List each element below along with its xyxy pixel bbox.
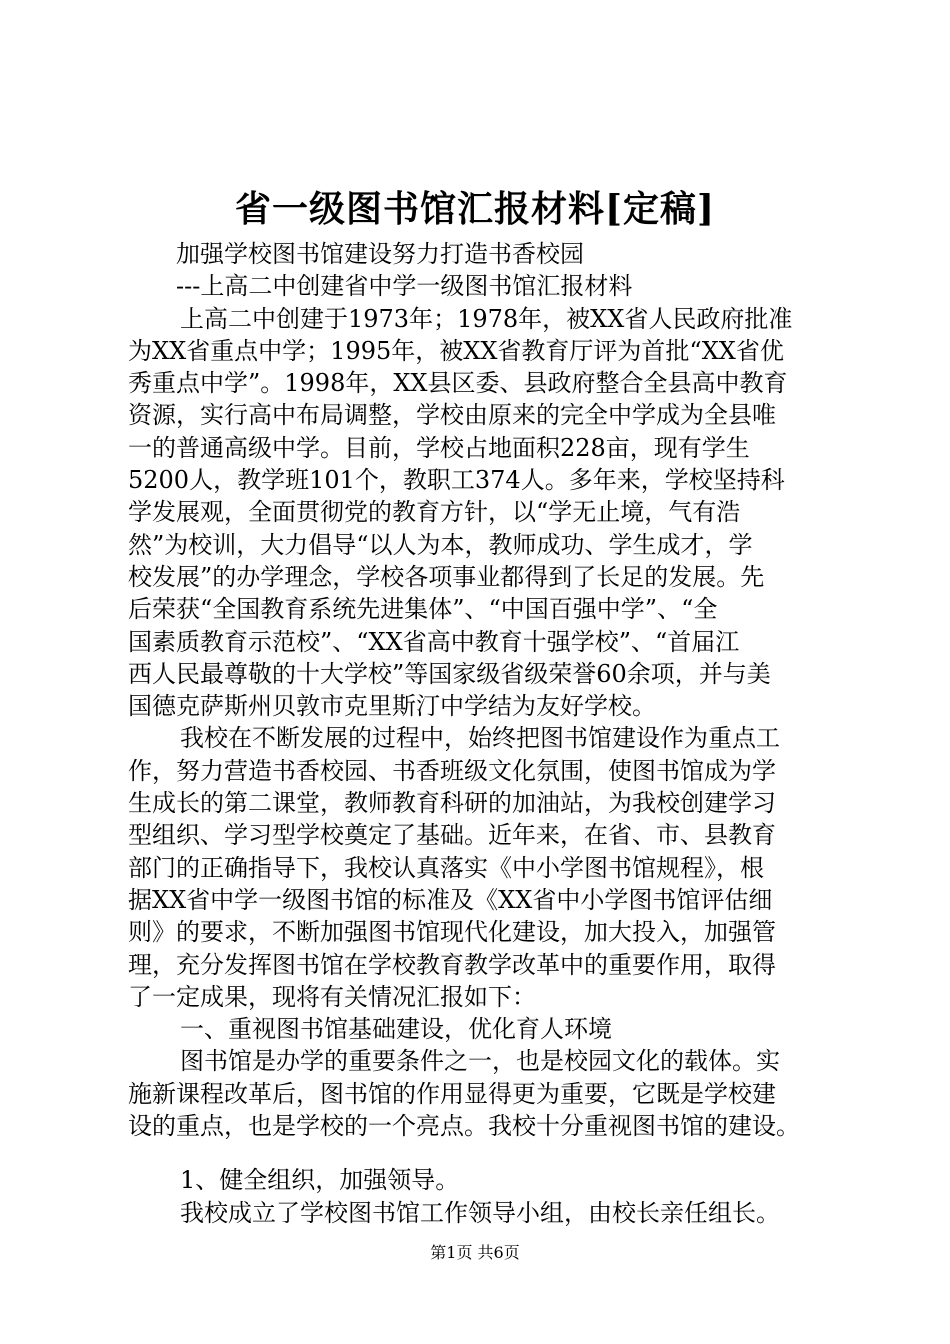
paragraph-line: 国德克萨斯州贝敦市克里斯汀中学结为友好学校。 [128, 692, 656, 721]
paragraph-line: 一的普通高级中学。目前，学校占地面积228亩，现有学生 [128, 433, 750, 462]
paragraph-line: 生成长的第二课堂，教师教育科研的加油站，为我校创建学习 [128, 789, 776, 818]
paragraph-line: 秀重点中学”。1998年，XX县区委、县政府整合全县高中教育 [128, 369, 788, 398]
document-title: 省一级图书馆汇报材料[定稿] [234, 188, 716, 230]
paragraph-line: 据XX省中学一级图书馆的标准及《XX省中小学图书馆评估细 [128, 885, 773, 914]
paragraph-line: 设的重点，也是学校的一个亮点。我校十分重视图书馆的建设。 [128, 1112, 800, 1141]
paragraph-line: 国素质教育示范校”、“XX省高中教育十强学校”、“首届江 [128, 627, 740, 656]
paragraph-line: 则》的要求，不断加强图书馆现代化建设，加大投入，加强管 [128, 918, 776, 947]
subtitle-line: 加强学校图书馆建设努力打造书香校园 [176, 240, 584, 268]
paragraph-line: 校发展”的办学理念，学校各项事业都得到了长足的发展。先 [128, 562, 765, 591]
section-heading: 一、重视图书馆基础建设，优化育人环境 [180, 1015, 612, 1044]
paragraph-line: 部门的正确指导下，我校认真落实《中小学图书馆规程》，根 [128, 853, 764, 882]
paragraph-line: 为XX省重点中学；1995年，被XX省教育厅评为首批“XX省优 [128, 336, 784, 365]
document-body [128, 238, 828, 1229]
paragraph-gap [128, 1142, 828, 1164]
paragraph-line: 施新课程改革后，图书馆的作用显得更为重要，它既是学校建 [128, 1079, 776, 1108]
paragraph-line: 然”为校训，大力倡导“以人为本，教师成功、学生成才，学 [128, 530, 753, 559]
paragraph-line: 我校成立了学校图书馆工作领导小组，由校长亲任组长。 [180, 1198, 780, 1227]
paragraph-line: 学发展观，全面贯彻党的教育方针，以“学无止境，气有浩 [128, 498, 741, 527]
paragraph-line: 了一定成果，现将有关情况汇报如下： [128, 982, 536, 1011]
page-number-footer: 第1页 共6页 [430, 1243, 520, 1262]
paragraph-line: 上高二中创建于1973年；1978年，被XX省人民政府批准 [180, 304, 793, 333]
paragraph-line: 作，努力营造书香校园、书香班级文化氛围，使图书馆成为学 [128, 756, 776, 785]
paragraph-line: 西人民最尊敬的十大学校”等国家级省级荣誉60余项，并与美 [128, 659, 771, 688]
paragraph-line: 图书馆是办学的重要条件之一，也是校园文化的载体。实 [180, 1047, 780, 1076]
paragraph-line: 后荣获“全国教育系统先进集体”、“中国百强中学”、“全 [128, 595, 718, 624]
paragraph-line: 我校在不断发展的过程中，始终把图书馆建设作为重点工 [180, 724, 780, 753]
paragraph-line: 理，充分发挥图书馆在学校教育教学改革中的重要作用，取得 [128, 950, 776, 979]
paragraph-line: 资源，实行高中布局调整，学校由原来的完全中学成为全县唯 [128, 401, 776, 430]
paragraph-line: 型组织、学习型学校奠定了基础。近年来，在省、市、县教育 [128, 821, 776, 850]
subsection-heading: 1、健全组织，加强领导。 [180, 1166, 460, 1195]
subtitle-line: ---上高二中创建省中学一级图书馆汇报材料 [176, 272, 633, 301]
paragraph-line: 5200人，教学班101个，教职工374人。多年来，学校坚持科 [128, 466, 785, 495]
